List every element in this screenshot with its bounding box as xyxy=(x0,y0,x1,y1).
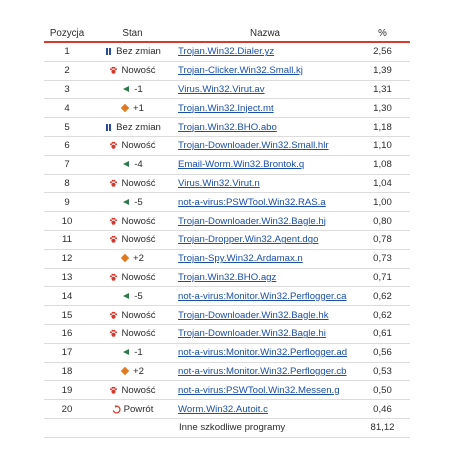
new-paw-icon xyxy=(109,329,118,338)
row-percent: 0,78 xyxy=(355,230,410,249)
row-position: 1 xyxy=(44,42,90,61)
table-row xyxy=(44,362,410,381)
row-name-cell xyxy=(175,306,355,325)
row-status-cell xyxy=(90,268,175,287)
row-status xyxy=(90,310,175,321)
row-status-label: +2 xyxy=(133,253,144,265)
row-position: 20 xyxy=(44,400,90,419)
malware-name-link[interactable]: Trojan.Win32.Inject.mt xyxy=(178,102,274,114)
table-row xyxy=(44,400,410,419)
row-position: 3 xyxy=(44,80,90,99)
new-paw-icon xyxy=(109,179,118,188)
new-paw-icon xyxy=(109,273,118,282)
header-pozycja: Pozycja xyxy=(44,26,90,42)
row-percent: 1,31 xyxy=(355,80,410,99)
down-arrow-icon xyxy=(122,292,131,301)
row-status-cell xyxy=(90,287,175,306)
row-status-cell xyxy=(90,193,175,212)
row-status xyxy=(90,216,175,227)
row-name-cell xyxy=(175,61,355,80)
malware-name-link[interactable]: Trojan.Win32.Dialer.yz xyxy=(178,46,275,58)
empty-cell xyxy=(90,418,175,437)
row-position: 13 xyxy=(44,268,90,287)
malware-name-link[interactable]: Virus.Win32.Virut.n xyxy=(178,177,260,189)
row-position: 6 xyxy=(44,136,90,155)
row-position: 16 xyxy=(44,324,90,343)
row-status-label: Nowość xyxy=(121,234,156,246)
row-name-cell xyxy=(175,362,355,381)
malware-name-link[interactable]: Trojan.Win32.BHO.agz xyxy=(178,271,277,283)
malware-name-link[interactable]: Trojan-Downloader.Win32.Bagle.hi xyxy=(178,328,326,340)
header-nazwa: Nazwa xyxy=(175,26,355,42)
row-status-cell xyxy=(90,155,175,174)
row-position: 15 xyxy=(44,306,90,325)
row-status-label: Powrót xyxy=(123,403,154,415)
malware-ranking-table-container xyxy=(44,26,410,438)
up-arrow-icon xyxy=(121,254,130,263)
row-position: 17 xyxy=(44,343,90,362)
row-status-label: -5 xyxy=(134,196,143,208)
down-arrow-icon xyxy=(122,85,131,94)
row-status-label: Nowość xyxy=(121,271,156,283)
row-percent: 0,80 xyxy=(355,212,410,231)
malware-name-link[interactable]: Worm.Win32.Autoit.c xyxy=(178,403,268,415)
row-position: 5 xyxy=(44,118,90,137)
row-status-cell xyxy=(90,249,175,268)
row-name-cell xyxy=(175,155,355,174)
row-status-label: Nowość xyxy=(121,140,156,152)
row-status xyxy=(90,328,175,339)
row-status-label: -5 xyxy=(134,290,143,302)
header-percent: % xyxy=(355,26,410,42)
row-percent: 2,56 xyxy=(355,42,410,61)
row-name-cell xyxy=(175,80,355,99)
row-percent: 1,39 xyxy=(355,61,410,80)
row-status xyxy=(90,84,175,95)
row-status-cell xyxy=(90,212,175,231)
table-row xyxy=(44,249,410,268)
row-status xyxy=(90,366,175,377)
row-status xyxy=(90,103,175,114)
header-stan: Stan xyxy=(90,26,175,42)
malware-name-link[interactable]: Trojan-Downloader.Win32.Small.hlr xyxy=(178,140,329,152)
row-status-cell xyxy=(90,400,175,419)
row-name-cell xyxy=(175,174,355,193)
row-status-label: Nowość xyxy=(121,328,156,340)
row-name-cell xyxy=(175,324,355,343)
row-percent: 0,50 xyxy=(355,381,410,400)
row-percent: 0,61 xyxy=(355,324,410,343)
row-status-label: -1 xyxy=(134,347,143,359)
table-row xyxy=(44,230,410,249)
row-percent: 1,04 xyxy=(355,174,410,193)
row-status xyxy=(90,385,175,396)
row-status xyxy=(90,347,175,358)
row-position: 11 xyxy=(44,230,90,249)
row-status xyxy=(90,122,175,133)
malware-name-link[interactable]: Trojan-Downloader.Win32.Bagle.hj xyxy=(178,215,326,227)
row-percent: 1,00 xyxy=(355,193,410,212)
row-percent: 0,56 xyxy=(355,343,410,362)
row-status-cell xyxy=(90,99,175,118)
row-position: 14 xyxy=(44,287,90,306)
row-status-label: +1 xyxy=(133,102,144,114)
row-status-label: Nowość xyxy=(121,309,156,321)
malware-name-link[interactable]: Virus.Win32.Virut.av xyxy=(178,83,265,95)
row-status xyxy=(90,178,175,189)
row-status-cell xyxy=(90,61,175,80)
up-arrow-icon xyxy=(121,104,130,113)
row-name-cell xyxy=(175,136,355,155)
down-arrow-icon xyxy=(122,348,131,357)
row-status-label: Nowość xyxy=(121,65,156,77)
down-arrow-icon xyxy=(122,160,131,169)
row-status xyxy=(90,291,175,302)
row-percent: 0,62 xyxy=(355,287,410,306)
row-name-cell xyxy=(175,249,355,268)
row-status xyxy=(90,272,175,283)
row-status-label: Nowość xyxy=(121,177,156,189)
malware-name-link[interactable]: not-a-virus:Monitor.Win32.Perflogger.ca xyxy=(178,290,347,302)
row-name-cell xyxy=(175,343,355,362)
row-position: 2 xyxy=(44,61,90,80)
malware-name-link[interactable]: Trojan-Clicker.Win32.Small.kj xyxy=(178,65,303,77)
row-name-cell xyxy=(175,287,355,306)
malware-name-link[interactable]: not-a-virus:Monitor.Win32.Perflogger.cb xyxy=(178,365,347,377)
row-position: 18 xyxy=(44,362,90,381)
pause-icon xyxy=(104,123,113,132)
row-position: 19 xyxy=(44,381,90,400)
table-row xyxy=(44,99,410,118)
row-status xyxy=(90,404,175,415)
table-row xyxy=(44,343,410,362)
row-status-label: -4 xyxy=(134,159,143,171)
row-status-cell xyxy=(90,324,175,343)
row-position: 8 xyxy=(44,174,90,193)
row-status-cell xyxy=(90,306,175,325)
empty-cell xyxy=(44,418,90,437)
row-status-cell xyxy=(90,80,175,99)
row-status-cell xyxy=(90,230,175,249)
malware-name-link[interactable]: not-a-virus:PSWTool.Win32.Messen.g xyxy=(178,384,340,396)
new-paw-icon xyxy=(109,311,118,320)
malware-name-link[interactable]: Trojan-Downloader.Win32.Bagle.hk xyxy=(178,309,329,321)
row-name-cell xyxy=(175,193,355,212)
row-status xyxy=(90,253,175,264)
row-status-label: -1 xyxy=(134,83,143,95)
row-status xyxy=(90,197,175,208)
malware-name-link[interactable]: Trojan.Win32.BHO.abo xyxy=(178,121,277,133)
row-status-label: Bez zmian xyxy=(116,121,161,133)
row-name-cell xyxy=(175,118,355,137)
row-status-label: Nowość xyxy=(121,384,156,396)
row-name-cell xyxy=(175,230,355,249)
malware-ranking-table xyxy=(44,26,410,438)
row-percent: 1,18 xyxy=(355,118,410,137)
table-row xyxy=(44,324,410,343)
row-status-cell xyxy=(90,381,175,400)
table-row xyxy=(44,42,410,61)
row-status-cell xyxy=(90,42,175,61)
row-position: 9 xyxy=(44,193,90,212)
malware-name-link[interactable]: not-a-virus:Monitor.Win32.Perflogger.ad xyxy=(178,347,348,359)
row-percent: 1,30 xyxy=(355,99,410,118)
malware-name-link[interactable]: Trojan-Spy.Win32.Ardamax.n xyxy=(178,253,303,265)
row-position: 7 xyxy=(44,155,90,174)
row-name-cell xyxy=(175,212,355,231)
down-arrow-icon xyxy=(122,198,131,207)
row-percent: 1,08 xyxy=(355,155,410,174)
table-row xyxy=(44,136,410,155)
row-name-cell xyxy=(175,42,355,61)
table-row xyxy=(44,174,410,193)
row-name-cell xyxy=(175,381,355,400)
row-status-label: Bez zmian xyxy=(116,46,161,58)
table-row xyxy=(44,155,410,174)
table-header-row xyxy=(44,26,410,42)
table-row xyxy=(44,61,410,80)
up-arrow-icon xyxy=(121,367,130,376)
row-status xyxy=(90,234,175,245)
row-position: 4 xyxy=(44,99,90,118)
row-status xyxy=(90,46,175,57)
table-row xyxy=(44,287,410,306)
table-footer-row xyxy=(44,418,410,437)
row-status-cell xyxy=(90,136,175,155)
malware-name-link[interactable]: Email-Worm.Win32.Brontok.q xyxy=(178,159,305,171)
row-status-label: +2 xyxy=(133,365,144,377)
table-row xyxy=(44,80,410,99)
row-position: 12 xyxy=(44,249,90,268)
row-status-cell xyxy=(90,343,175,362)
row-status xyxy=(90,65,175,76)
new-paw-icon xyxy=(109,141,118,150)
malware-name-link[interactable]: Trojan-Dropper.Win32.Agent.dgo xyxy=(178,234,319,246)
row-percent: 0,71 xyxy=(355,268,410,287)
table-row xyxy=(44,118,410,137)
new-paw-icon xyxy=(109,217,118,226)
table-row xyxy=(44,306,410,325)
row-name-cell xyxy=(175,99,355,118)
table-row xyxy=(44,212,410,231)
pause-icon xyxy=(104,47,113,56)
return-icon xyxy=(112,405,121,414)
other-malware-label: Inne szkodliwe programy xyxy=(175,418,355,437)
row-percent: 0,73 xyxy=(355,249,410,268)
row-name-cell xyxy=(175,400,355,419)
table-row xyxy=(44,193,410,212)
row-percent: 0,62 xyxy=(355,306,410,325)
row-status xyxy=(90,159,175,170)
row-percent: 0,53 xyxy=(355,362,410,381)
new-paw-icon xyxy=(109,66,118,75)
row-status-cell xyxy=(90,174,175,193)
row-status-label: Nowość xyxy=(121,215,156,227)
row-status-cell xyxy=(90,362,175,381)
row-name-cell xyxy=(175,268,355,287)
new-paw-icon xyxy=(109,386,118,395)
row-position: 10 xyxy=(44,212,90,231)
malware-name-link[interactable]: not-a-virus:PSWTool.Win32.RAS.a xyxy=(178,196,326,208)
row-percent: 0,46 xyxy=(355,400,410,419)
new-paw-icon xyxy=(109,235,118,244)
row-status xyxy=(90,140,175,151)
row-status-cell xyxy=(90,118,175,137)
table-row xyxy=(44,268,410,287)
other-malware-percent: 81,12 xyxy=(355,418,410,437)
row-percent: 1,10 xyxy=(355,136,410,155)
table-row xyxy=(44,381,410,400)
